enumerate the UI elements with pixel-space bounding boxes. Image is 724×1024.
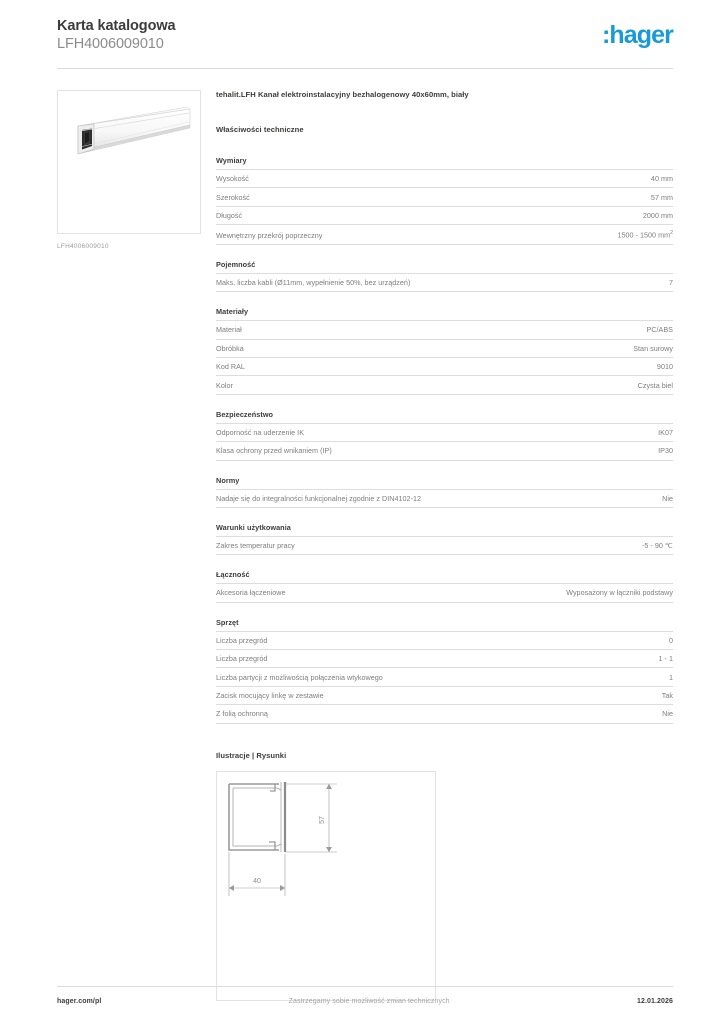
spec-group <box>216 156 673 245</box>
spec-group <box>216 307 673 395</box>
spec-value: 9010 <box>656 362 673 372</box>
spec-label: Zacisk mocujący linkę w zestawie <box>216 690 324 700</box>
spec-group-title: Łączność <box>216 570 250 580</box>
spec-label: Maks. liczba kabli (Ø11mm, wypełnienie 50%, bez urządzeń) <box>216 278 411 288</box>
spec-value: IK07 <box>658 427 673 437</box>
footer-date: 12.01.2026 <box>636 997 673 1005</box>
spec-row <box>216 357 673 375</box>
spec-value: 40 mm <box>650 174 673 184</box>
spec-value-text: 1500 - 1500 mm <box>617 230 671 240</box>
spec-row <box>216 339 673 357</box>
spec-row <box>216 631 673 649</box>
footer-divider <box>57 986 673 987</box>
technical-drawing <box>217 772 435 1000</box>
spec-value: Tak <box>661 690 673 700</box>
illustration-frame <box>216 771 436 1001</box>
spec-label: Obróbka <box>216 343 244 353</box>
product-image-frame <box>57 90 201 234</box>
spec-row <box>216 375 673 394</box>
spec-value: -5 - 90 ℃ <box>641 541 673 551</box>
spec-label: Odporność na uderzenie IK <box>216 427 305 437</box>
spec-row <box>216 169 673 187</box>
page-footer <box>57 994 673 1008</box>
footer-website[interactable]: hager.com/pl <box>57 997 102 1005</box>
spec-value: 0 <box>668 635 673 645</box>
spec-row <box>216 536 673 555</box>
spec-label: Liczba partycji z możliwością połączenia wtykowego <box>216 672 383 682</box>
spec-label: Akcesoria łączeniowe <box>216 588 286 598</box>
spec-label: Liczba przegród <box>216 635 268 645</box>
spec-value: Nie <box>662 709 673 719</box>
illustrations-title: Ilustracje | Rysunki <box>216 750 287 760</box>
spec-group <box>216 523 673 555</box>
spec-label: Klasa ochrony przed wnikaniem (IP) <box>216 446 332 456</box>
spec-label: Liczba przegród <box>216 654 268 664</box>
spec-row <box>216 583 673 602</box>
dimension-height-label: 57 <box>319 815 326 824</box>
spec-row <box>216 489 673 508</box>
footer-disclaimer: Zastrzegamy sobie możliwość zmian technicznych <box>288 997 450 1005</box>
properties-title: Właściwości techniczne <box>216 125 304 134</box>
spec-group <box>216 570 673 602</box>
spec-value: Nie <box>662 493 673 503</box>
spec-group-title: Materiały <box>216 307 249 317</box>
dimension-width-label: 40 <box>253 877 261 885</box>
spec-label: Szerokość <box>216 192 250 202</box>
spec-value: PC/ABS <box>646 325 673 335</box>
page-title: Karta katalogowa <box>57 18 176 34</box>
product-name: tehalit.LFH Kanał elektroinstalacyjny bezhalogenowy 40x60mm, biały <box>216 90 469 99</box>
specification-content <box>216 90 673 1001</box>
spec-group <box>216 260 673 292</box>
spec-group <box>216 410 673 461</box>
spec-row <box>216 441 673 460</box>
spec-row <box>216 224 673 245</box>
spec-label: Wewnętrzny przekrój poprzeczny <box>216 230 323 240</box>
spec-label: Kod RAL <box>216 362 245 372</box>
spec-value: 57 mm <box>650 192 673 202</box>
spec-group-title: Bezpieczeństwo <box>216 409 274 419</box>
spec-row <box>216 649 673 667</box>
spec-value: IP30 <box>658 446 673 456</box>
header-divider <box>57 68 673 69</box>
spec-row <box>216 187 673 205</box>
spec-row <box>216 704 673 723</box>
spec-label: Wysokość <box>216 174 249 184</box>
spec-row <box>216 686 673 704</box>
spec-label: Długość <box>216 210 243 220</box>
spec-group-title: Sprzęt <box>216 617 239 627</box>
product-photo <box>58 91 200 233</box>
spec-row <box>216 206 673 224</box>
spec-value: 2000 mm <box>642 210 673 220</box>
spec-group-title: Warunki użytkowania <box>216 522 291 532</box>
spec-label: Zakres temperatur pracy <box>216 541 295 551</box>
document-title-block <box>57 18 175 53</box>
spec-label: Kolor <box>216 380 233 390</box>
page-header <box>57 18 673 66</box>
spec-value: Czysta biel <box>637 380 673 390</box>
spec-group-title: Normy <box>216 475 240 485</box>
spec-value: Wyposażony w łączniki podstawy <box>566 588 673 598</box>
spec-group <box>216 618 673 724</box>
spec-group-title: Pojemność <box>216 259 256 269</box>
spec-row <box>216 320 673 338</box>
spec-value: 1 - 1 <box>658 654 673 664</box>
spec-groups <box>216 156 673 724</box>
spec-row <box>216 423 673 441</box>
spec-value: 7 <box>668 278 673 288</box>
hager-logo: :hager <box>601 21 673 49</box>
spec-value: 1 <box>668 672 673 682</box>
spec-value-superscript: 2 <box>670 230 673 237</box>
document-reference: LFH4006009010 <box>57 36 164 52</box>
spec-value <box>617 229 673 239</box>
spec-group <box>216 476 673 508</box>
spec-label: Z folią ochronną <box>216 709 268 719</box>
product-image-column <box>57 90 201 250</box>
product-image-caption: LFH4006009010 <box>57 243 109 250</box>
spec-row <box>216 667 673 685</box>
spec-row <box>216 273 673 292</box>
spec-label: Nadaje się do integralności funkcjonalnej zgodnie z DIN4102-12 <box>216 493 422 503</box>
spec-label: Materiał <box>216 325 242 335</box>
spec-group-title: Wymiary <box>216 156 247 165</box>
spec-value: Stan surowy <box>633 343 673 353</box>
